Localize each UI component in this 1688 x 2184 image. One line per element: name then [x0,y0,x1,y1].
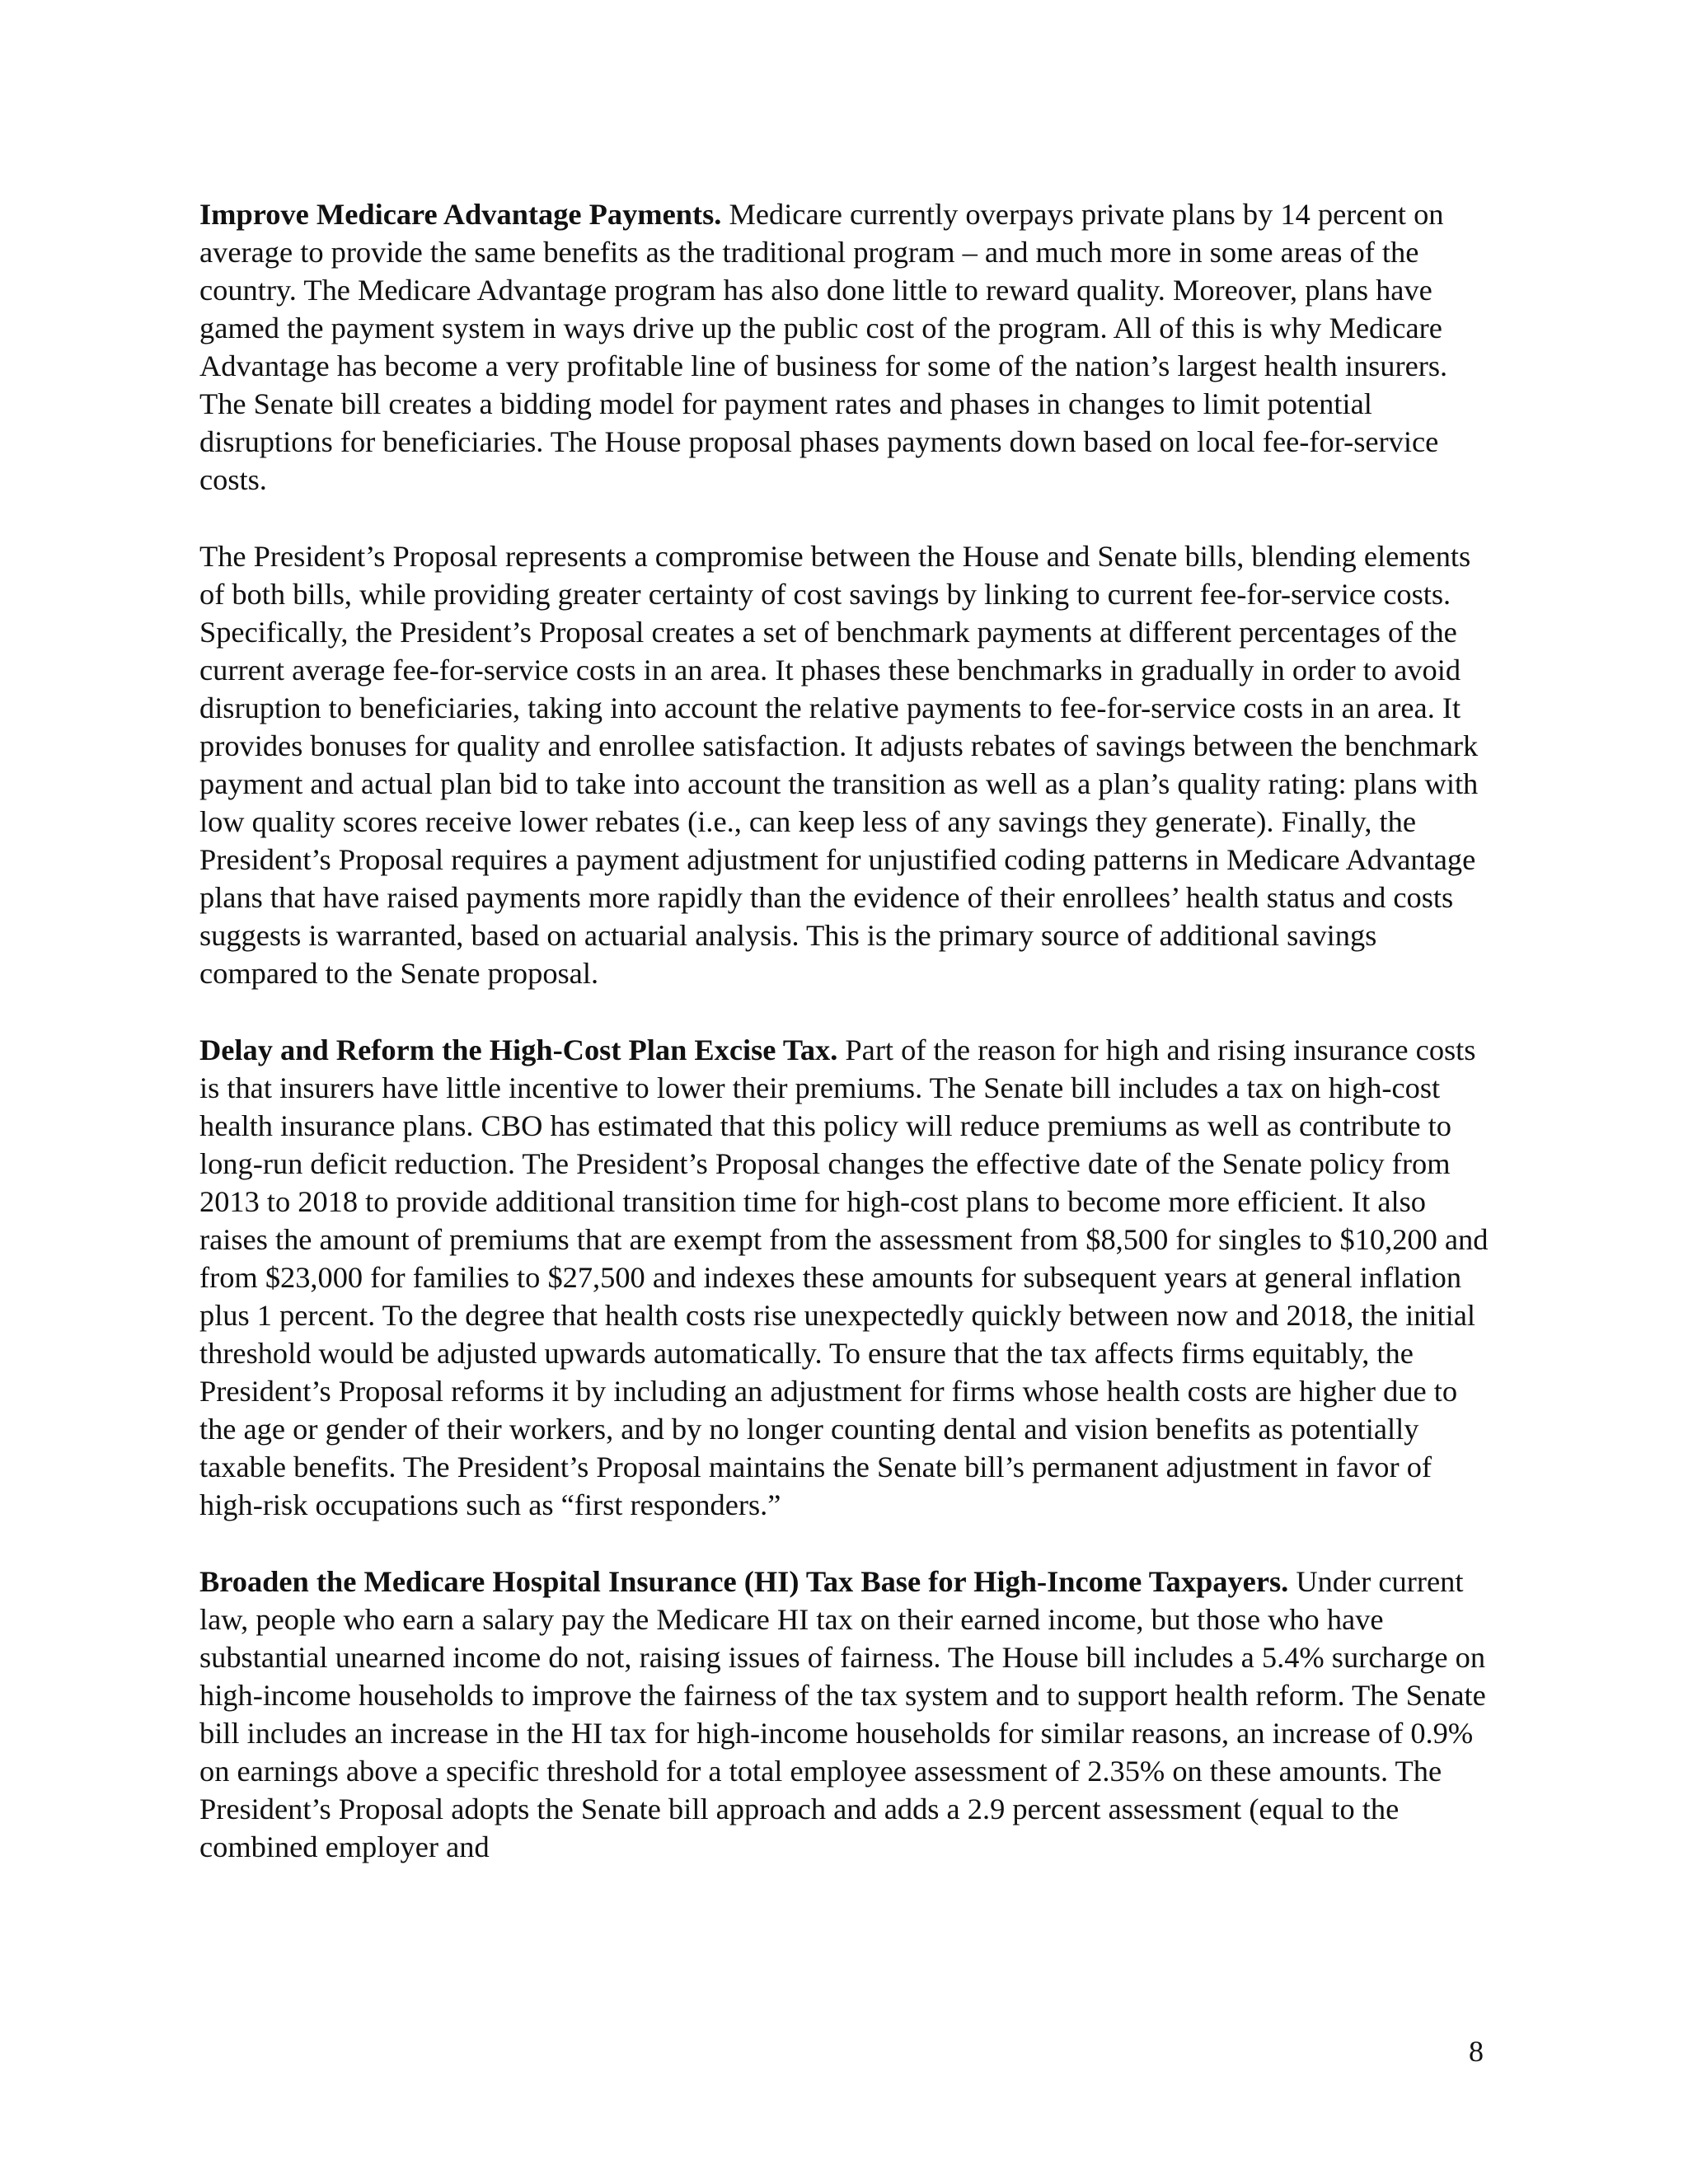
heading-hi-tax: Broaden the Medicare Hospital Insurance (HI) Tax Base for High-Income Taxpayers. [199,1565,1289,1598]
body-excise-tax: Part of the reason for high and rising insurance costs is that insurers have little incentive to lower their premiums. The Senate bill includes a tax on high-cost health insurance plans. CBO has estimated that this policy will reduce premiums as well as contribute to long-run deficit reduction. The President’s Proposal changes the effective date of the Senate policy from 2013 to 2018 to provide additional transition time for high-cost plans to become more efficient. It also raises the amount of premiums that are exempt from the assessment from $8,500 for singles to $10,200 and from $23,000 for families to $27,500 and indexes these amounts for subsequent years at general inflation plus 1 percent. To the degree that health costs rise unexpectedly quickly between now and 2018, the initial threshold would be adjusted upwards automatically. To ensure that the tax affects firms equitably, the President’s Proposal reforms it by including an adjustment for firms whose health costs are higher due to the age or gender of their workers, and by no longer counting dental and vision benefits as potentially taxable benefits. The President’s Proposal maintains the Senate bill’s permanent adjustment in favor of high-risk occupations such as “first responders.” [199,1033,1489,1521]
heading-excise-tax: Delay and Reform the High-Cost Plan Excise Tax. [199,1033,838,1066]
body-president-proposal-ma: The President’s Proposal represents a compromise between the House and Senate bills, blending elements of both bills, while providing greater certainty of cost savings by linking to current fee-for-service costs. Specifically, the President’s Proposal creates a set of benchmark payments at different percentages of the current average fee-for-service costs in an area. It phases these benchmarks in gradually in order to avoid disruption to beneficiaries, taking into account the relative payments to fee-for-service costs in an area. It provides bonuses for quality and enrollee satisfaction. It adjusts rebates of savings between the benchmark payment and actual plan bid to take into account the transition as well as a plan’s quality rating: plans with low quality scores receive lower rebates (i.e., can keep less of any savings they generate). Finally, the President’s Proposal requires a payment adjustment for unjustified coding patterns in Medicare Advantage plans that have raised payments more rapidly than the evidence of their enrollees’ health status and costs suggests is warranted, based on actuarial analysis. This is the primary source of additional savings compared to the Senate proposal. [199,540,1479,990]
paragraph-medicare-advantage [199,195,1495,499]
paragraph-excise-tax [199,1031,1495,1524]
document-page [199,195,1495,1905]
page-number: 8 [1469,2035,1484,2068]
heading-medicare-advantage: Improve Medicare Advantage Payments. [199,198,722,231]
paragraph-president-proposal-ma [199,537,1495,992]
body-medicare-advantage: Medicare currently overpays private plans by 14 percent on average to provide the same benefits as the traditional program – and much more in some areas of the country. The Medicare Advantage program has also done little to reward quality. Moreover, plans have gamed the payment system in ways drive up the public cost of the program. All of this is why Medicare Advantage has become a very profitable line of business for some of the nation’s largest health insurers. The Senate bill creates a bidding model for payment rates and phases in changes to limit potential disruptions for beneficiaries. The House proposal phases payments down based on local fee-for-service costs. [199,198,1448,496]
body-hi-tax: Under current law, people who earn a salary pay the Medicare HI tax on their earned income, but those who have substantial unearned income do not, raising issues of fairness. The House bill includes a 5.4% surcharge on high-income households to improve the fairness of the tax system and to support health reform. The Senate bill includes an increase in the HI tax for high-income households for similar reasons, an increase of 0.9% on earnings above a specific threshold for a total employee assessment of 2.35% on these amounts. The President’s Proposal adopts the Senate bill approach and adds a 2.9 percent assessment (equal to the combined employer and [199,1565,1486,1863]
paragraph-hi-tax [199,1563,1495,1866]
